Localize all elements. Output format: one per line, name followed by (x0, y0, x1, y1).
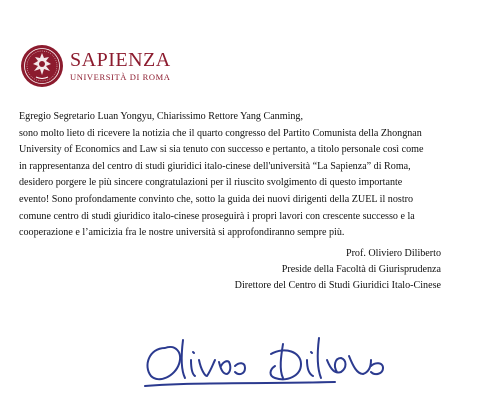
logo-subtitle: UNIVERSITÀ DI ROMA (70, 72, 171, 82)
salutation: Egregio Segretario Luan Yongyu, Chiarissimo Rettore Yang Canming, (19, 111, 304, 122)
signature-block (235, 246, 441, 294)
letter-line: cooperazione e l’amicizia fra le nostre università si approfondiranno sempre più. (19, 227, 345, 239)
signer-name: Prof. Oliviero Diliberto (345, 248, 441, 259)
signer-role-dean: Preside della Facoltà di Giurisprudenza (281, 264, 441, 275)
letter-line: desidero porgere le più sincere congratulazioni per il riuscito svolgimento di questo importante (19, 177, 403, 189)
logo-name: SAPIENZA (70, 49, 171, 71)
letter-line: comune centro di studi giuridico italo-cinese proseguirà i propri lavori con crescente successo e la (19, 210, 415, 222)
letter-line: evento! Sono profondamente convinto che, sotto la guida dei nuovi dirigenti della ZUEL il nostro (19, 193, 414, 205)
signer-role-director: Direttore del Centro di Studi Giuridici Italo-Cinese (234, 280, 441, 291)
letter-body (19, 109, 467, 242)
letter-line: University of Economics and Law si sia tenuto con successo e pertanto, a titolo personale così come (19, 144, 424, 156)
letter-line: sono molto lieto di ricevere la notizia che il quarto congresso del Partito Comunista della Zhongnan (19, 127, 422, 139)
letter-line: in rappresentanza del centro di studi giuridici italo-cinese dell'università “La Sapienza” di Roma, (19, 160, 411, 172)
handwritten-signature (135, 326, 410, 398)
sapienza-logo (20, 42, 190, 90)
sapienza-seal-icon (20, 44, 64, 88)
